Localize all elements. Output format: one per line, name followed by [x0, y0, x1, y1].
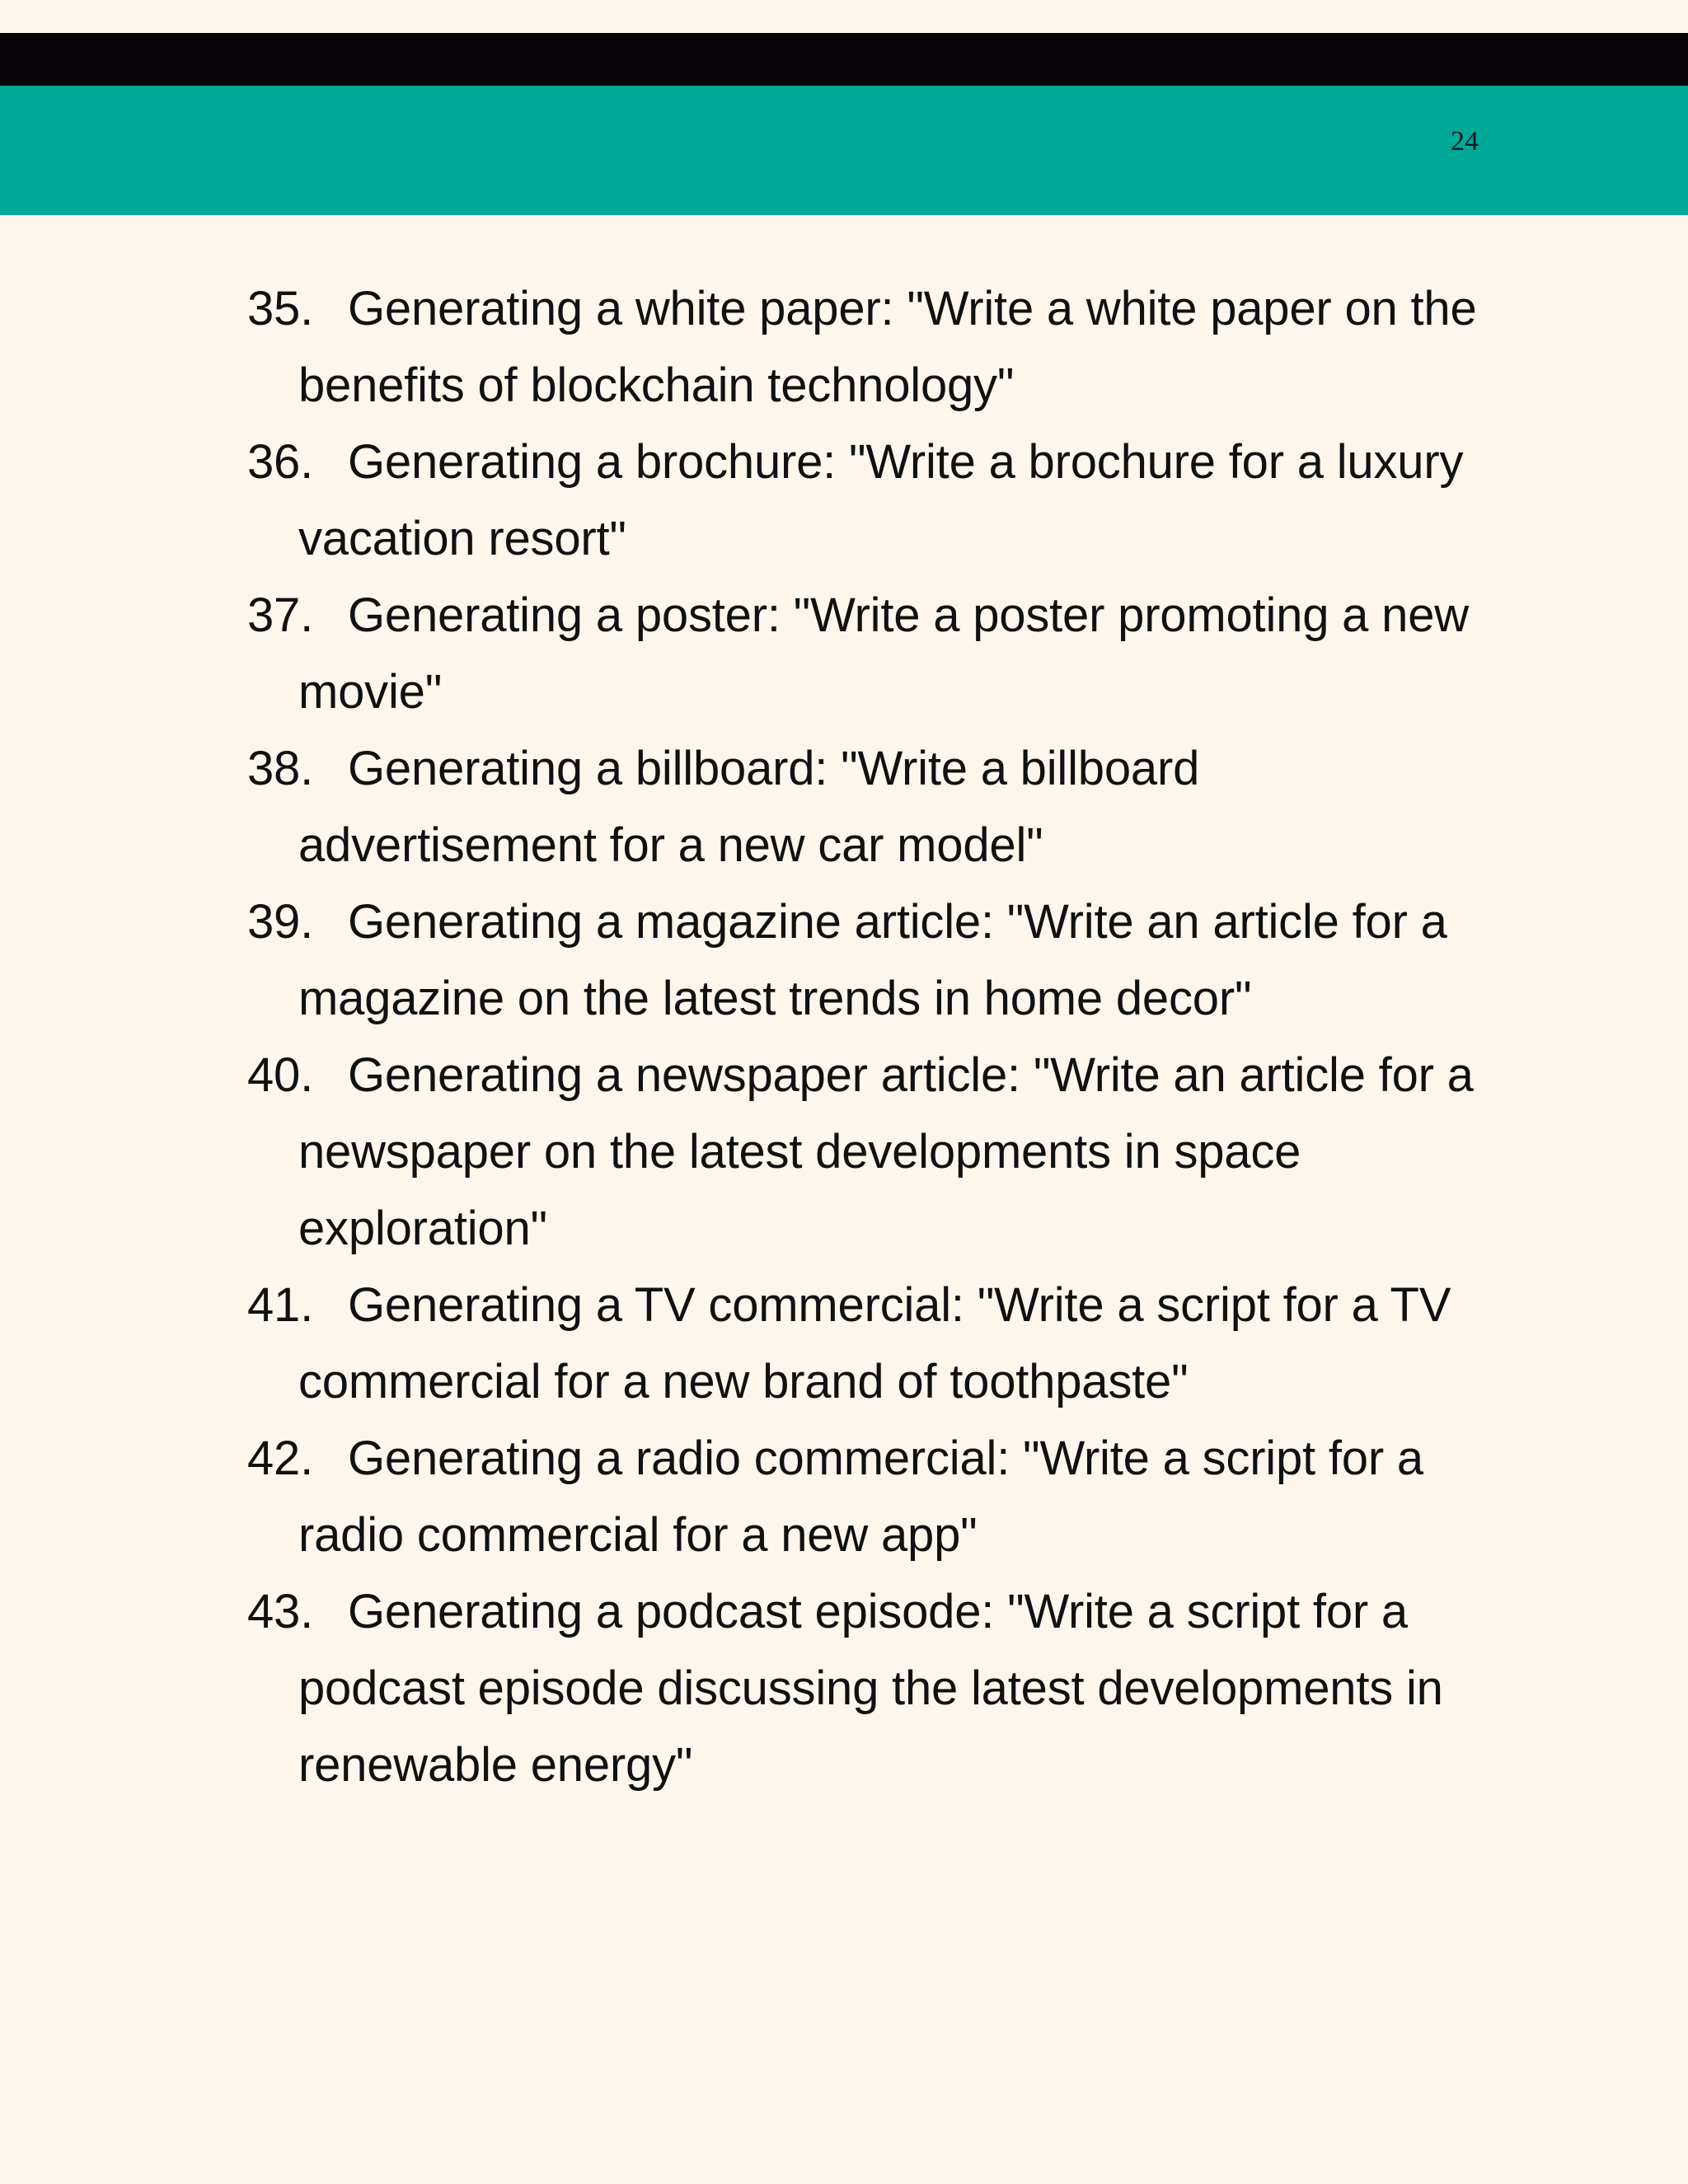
list-item-text: Generating a TV commercial: "Write a script for a TV commercial for a new brand of toothpaste"	[298, 1278, 1451, 1408]
list-item-text: Generating a brochure: "Write a brochure for a luxury vacation resort"	[298, 435, 1464, 565]
list-item-text: Generating a poster: "Write a poster promoting a new movie"	[298, 588, 1469, 719]
list-item-number: 37.	[247, 588, 314, 642]
list-item-text: Generating a billboard: "Write a billboard advertisement for a new car model"	[298, 742, 1200, 872]
list-item	[247, 1267, 1500, 1420]
list-item	[247, 1573, 1500, 1803]
list-item-text: Generating a podcast episode: "Write a script for a podcast episode discussing the latest developments in renewable energy"	[298, 1585, 1443, 1792]
list-item-number: 39.	[247, 895, 314, 949]
list-item	[247, 577, 1500, 730]
list-item	[247, 424, 1500, 577]
list-item	[247, 883, 1500, 1037]
header-accent-band	[0, 86, 1688, 215]
prompt-list	[247, 270, 1500, 1803]
list-item-text: Generating a radio commercial: "Write a script for a radio commercial for a new app"	[298, 1432, 1423, 1562]
list-item-number: 36.	[247, 435, 314, 489]
list-item	[247, 1037, 1500, 1267]
list-item-number: 43.	[247, 1585, 314, 1638]
list-item-number: 38.	[247, 742, 314, 795]
list-item	[247, 270, 1500, 424]
header-black-band	[0, 33, 1688, 86]
list-item-number: 41.	[247, 1278, 314, 1332]
list-item-number: 35.	[247, 282, 314, 335]
list-item-text: Generating a white paper: "Write a white paper on the benefits of blockchain technology"	[298, 282, 1477, 412]
list-item-text: Generating a magazine article: "Write an article for a magazine on the latest trends in home decor"	[298, 895, 1447, 1025]
list-item-text: Generating a newspaper article: "Write an article for a newspaper on the latest developments in space exploration"	[298, 1048, 1474, 1255]
list-item	[247, 1420, 1500, 1573]
page-number: 24	[1451, 126, 1479, 157]
list-item-number: 40.	[247, 1048, 314, 1102]
list-item-number: 42.	[247, 1432, 314, 1485]
top-margin	[0, 0, 1688, 33]
list-item	[247, 730, 1500, 883]
